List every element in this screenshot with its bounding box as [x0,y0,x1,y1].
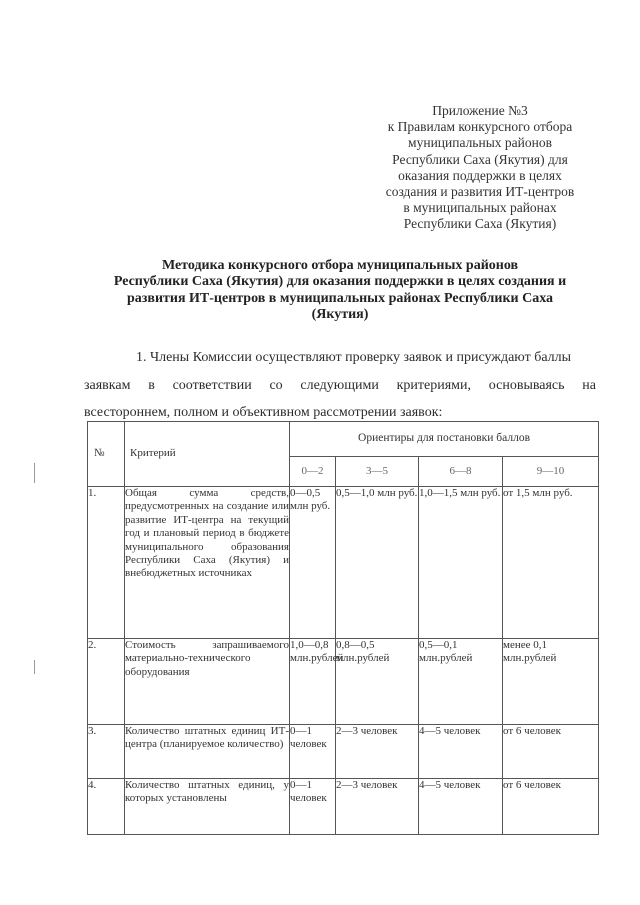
row-value: 4—5 человек [419,779,503,835]
column-header-score-guidelines: Ориентиры для постановки баллов [290,422,599,457]
row-value: 0—1 человек [290,779,336,835]
row-value: от 6 человек [503,779,599,835]
row-number: 1. [88,487,125,639]
row-value: 0,5—1,0 млн руб. [336,487,419,639]
table-row [88,725,599,779]
score-range-header: 6—8 [419,457,503,487]
appendix-line: Приложение №3 [432,103,528,118]
row-criterion: Общая сумма средств, предусмотренных на создание или развитие ИТ-центра на текущий год и плановый период в бюджете муниципального образования Республики Саха (Якутия) и внебюджетных источниках [125,487,290,639]
appendix-line: в муниципальных районах [403,200,557,216]
row-value: 0—1 человек [290,725,336,779]
appendix-line: Республики Саха (Якутия) [403,216,557,232]
row-criterion: Стоимость запрашиваемого материально-технического оборудования [125,639,290,725]
row-value: 2—3 человек [336,779,419,835]
row-number: 4. [88,779,125,835]
row-value: 1,0—0,8 млн.рублей [290,639,336,725]
row-criterion: Количество штатных единиц, у которых установлены [125,779,290,835]
title-line: развития ИТ-центров в муниципальных районах Республики Саха [126,290,554,306]
title-line: (Якутия) [311,307,369,323]
table-header-row [88,422,599,457]
appendix-line: муниципальных районов [408,135,552,151]
row-value: 0,8—0,5 млн.рублей [336,639,419,725]
intro-paragraph [84,344,596,427]
column-header-number: № [88,422,125,487]
table-row [88,779,599,835]
row-value: от 1,5 млн руб. [503,487,599,639]
appendix-heading [360,103,600,233]
row-value: 0,5—0,1 млн.рублей [419,639,503,725]
row-value: 1,0—1,5 млн руб. [419,487,503,639]
column-header-criterion: Критерий [125,422,290,487]
score-range-header: 0—2 [290,457,336,487]
table-row [88,639,599,725]
document-title [80,258,600,324]
criteria-table [87,421,599,835]
title-line: Республики Саха (Якутия) для оказания поддержки в целях создания и [113,274,567,290]
row-value: 4—5 человек [419,725,503,779]
row-value: от 6 человек [503,725,599,779]
intro-line: всестороннем, полном и объективном рассмотрении заявок: [84,405,443,420]
intro-line: 1. Члены Комиссии осуществляют проверку заявок и присуждают баллы [136,350,572,365]
intro-line: заявкам в соответствии со следующими критериями, основываясь на [84,377,596,393]
row-value: менее 0,1 млн.рублей [503,639,599,725]
scan-margin-mark [34,660,35,674]
row-criterion: Количество штатных единиц ИТ-центра (планируемое количество) [125,725,290,779]
score-range-header: 9—10 [503,457,599,487]
row-value: 0—0,5 млн руб. [290,487,336,639]
table-row [88,487,599,639]
appendix-line: к Правилам конкурсного отбора [387,119,573,135]
score-range-header: 3—5 [336,457,419,487]
appendix-line: создания и развития ИТ-центров [385,184,575,200]
row-number: 3. [88,725,125,779]
appendix-line: оказания поддержки в целях [398,167,562,183]
row-value: 2—3 человек [336,725,419,779]
scan-margin-mark [34,463,35,483]
appendix-line: Республики Саха (Якутия) для [392,151,568,167]
row-number: 2. [88,639,125,725]
title-line: Методика конкурсного отбора муниципальных районов [161,258,519,273]
